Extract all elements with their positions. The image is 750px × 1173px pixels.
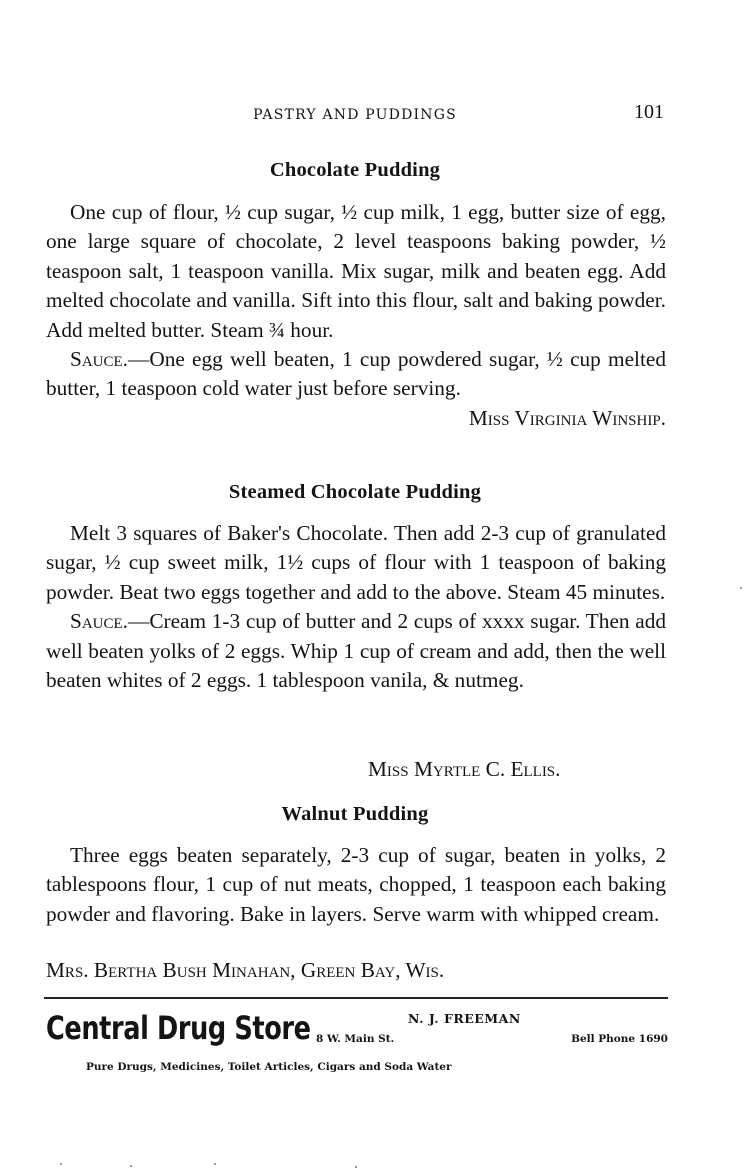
ad-divider xyxy=(44,997,668,999)
recipe-paragraph xyxy=(46,841,666,929)
paragraph-text: —One egg well beaten, 1 cup powdered sugar, ½ cup melted butter, 1 teaspoon cold water just before serving. xyxy=(46,347,666,401)
recipe-attribution: Mrs. Bertha Bush Minahan, Green Bay, Wis. xyxy=(46,958,445,982)
proprietor: N. J. FREEMAN xyxy=(408,1011,521,1026)
sauce-paragraph xyxy=(46,607,666,695)
sauce-lead: Sauce. xyxy=(70,347,129,372)
store-name: Central Drug Store xyxy=(46,1009,311,1047)
paragraph-text: —Cream 1-3 cup of butter and 2 cups of xxxx sugar. Then add well beaten yolks of 2 eggs. Whip 1 cup of cream and add, then the well beaten whites of 2 eggs. 1 tablespoon vanila, & nutmeg. xyxy=(46,609,666,693)
scan-speck xyxy=(214,1163,216,1165)
page-number: 101 xyxy=(634,101,664,123)
paragraph-text: Melt 3 squares of Baker's Chocolate. Then add 2-3 cup of granulated sugar, ½ cup sweet milk, 1½ cups of flour with 1 teaspoon of baking powder. Beat two eggs together and add to the above. Steam 45 minutes. xyxy=(46,521,666,604)
paragraph-text: One cup of flour, ½ cup sugar, ½ cup milk, 1 egg, butter size of egg, one large square of chocolate, 2 level teaspoons baking powder, ½ teaspoon salt, 1 teaspoon vanilla. Mix sugar, milk and beaten egg. Add melted chocolate and vanilla. Sift into this flour, salt and baking powder. Add melted butter. Steam ¾ hour. xyxy=(46,200,666,342)
scan-speck xyxy=(130,1165,132,1167)
store-tagline: Pure Drugs, Medicines, Toilet Articles, Cigars and Soda Water xyxy=(86,1061,452,1073)
advertisement xyxy=(44,1000,668,1090)
recipe-title-walnut-pudding: Walnut Pudding xyxy=(281,803,429,825)
running-title: PASTRY AND PUDDINGS xyxy=(253,107,457,123)
recipe-attribution: Miss Myrtle C. Ellis. xyxy=(368,757,561,781)
scan-speck xyxy=(740,587,742,589)
scan-speck xyxy=(355,1166,357,1168)
recipe-paragraph xyxy=(46,519,666,607)
scan-speck xyxy=(60,1163,62,1165)
recipe-title-steamed-chocolate-pudding: Steamed Chocolate Pudding xyxy=(228,481,482,503)
sauce-lead: Sauce. xyxy=(70,609,129,634)
sauce-paragraph xyxy=(46,345,666,430)
recipe-paragraph xyxy=(46,198,666,345)
recipe-attribution: Miss Virginia Winship. xyxy=(468,405,666,430)
recipe-body-walnut-pudding xyxy=(46,841,666,929)
paragraph-text: Three eggs beaten separately, 2-3 cup of sugar, beaten in yolks, 2 tablespoons flour, 1 cup of nut meats, chopped, 1 teaspoon each baking powder and flavoring. Bake in layers. Serve warm with whipped cream. xyxy=(46,843,666,926)
recipe-body-steamed-chocolate-pudding xyxy=(46,519,666,695)
store-phone: Bell Phone 1690 xyxy=(571,1033,668,1045)
store-address: 8 W. Main St. xyxy=(316,1033,395,1045)
recipe-title-chocolate-pudding: Chocolate Pudding xyxy=(269,159,441,181)
recipe-body-chocolate-pudding xyxy=(46,198,666,433)
running-head xyxy=(44,101,666,127)
